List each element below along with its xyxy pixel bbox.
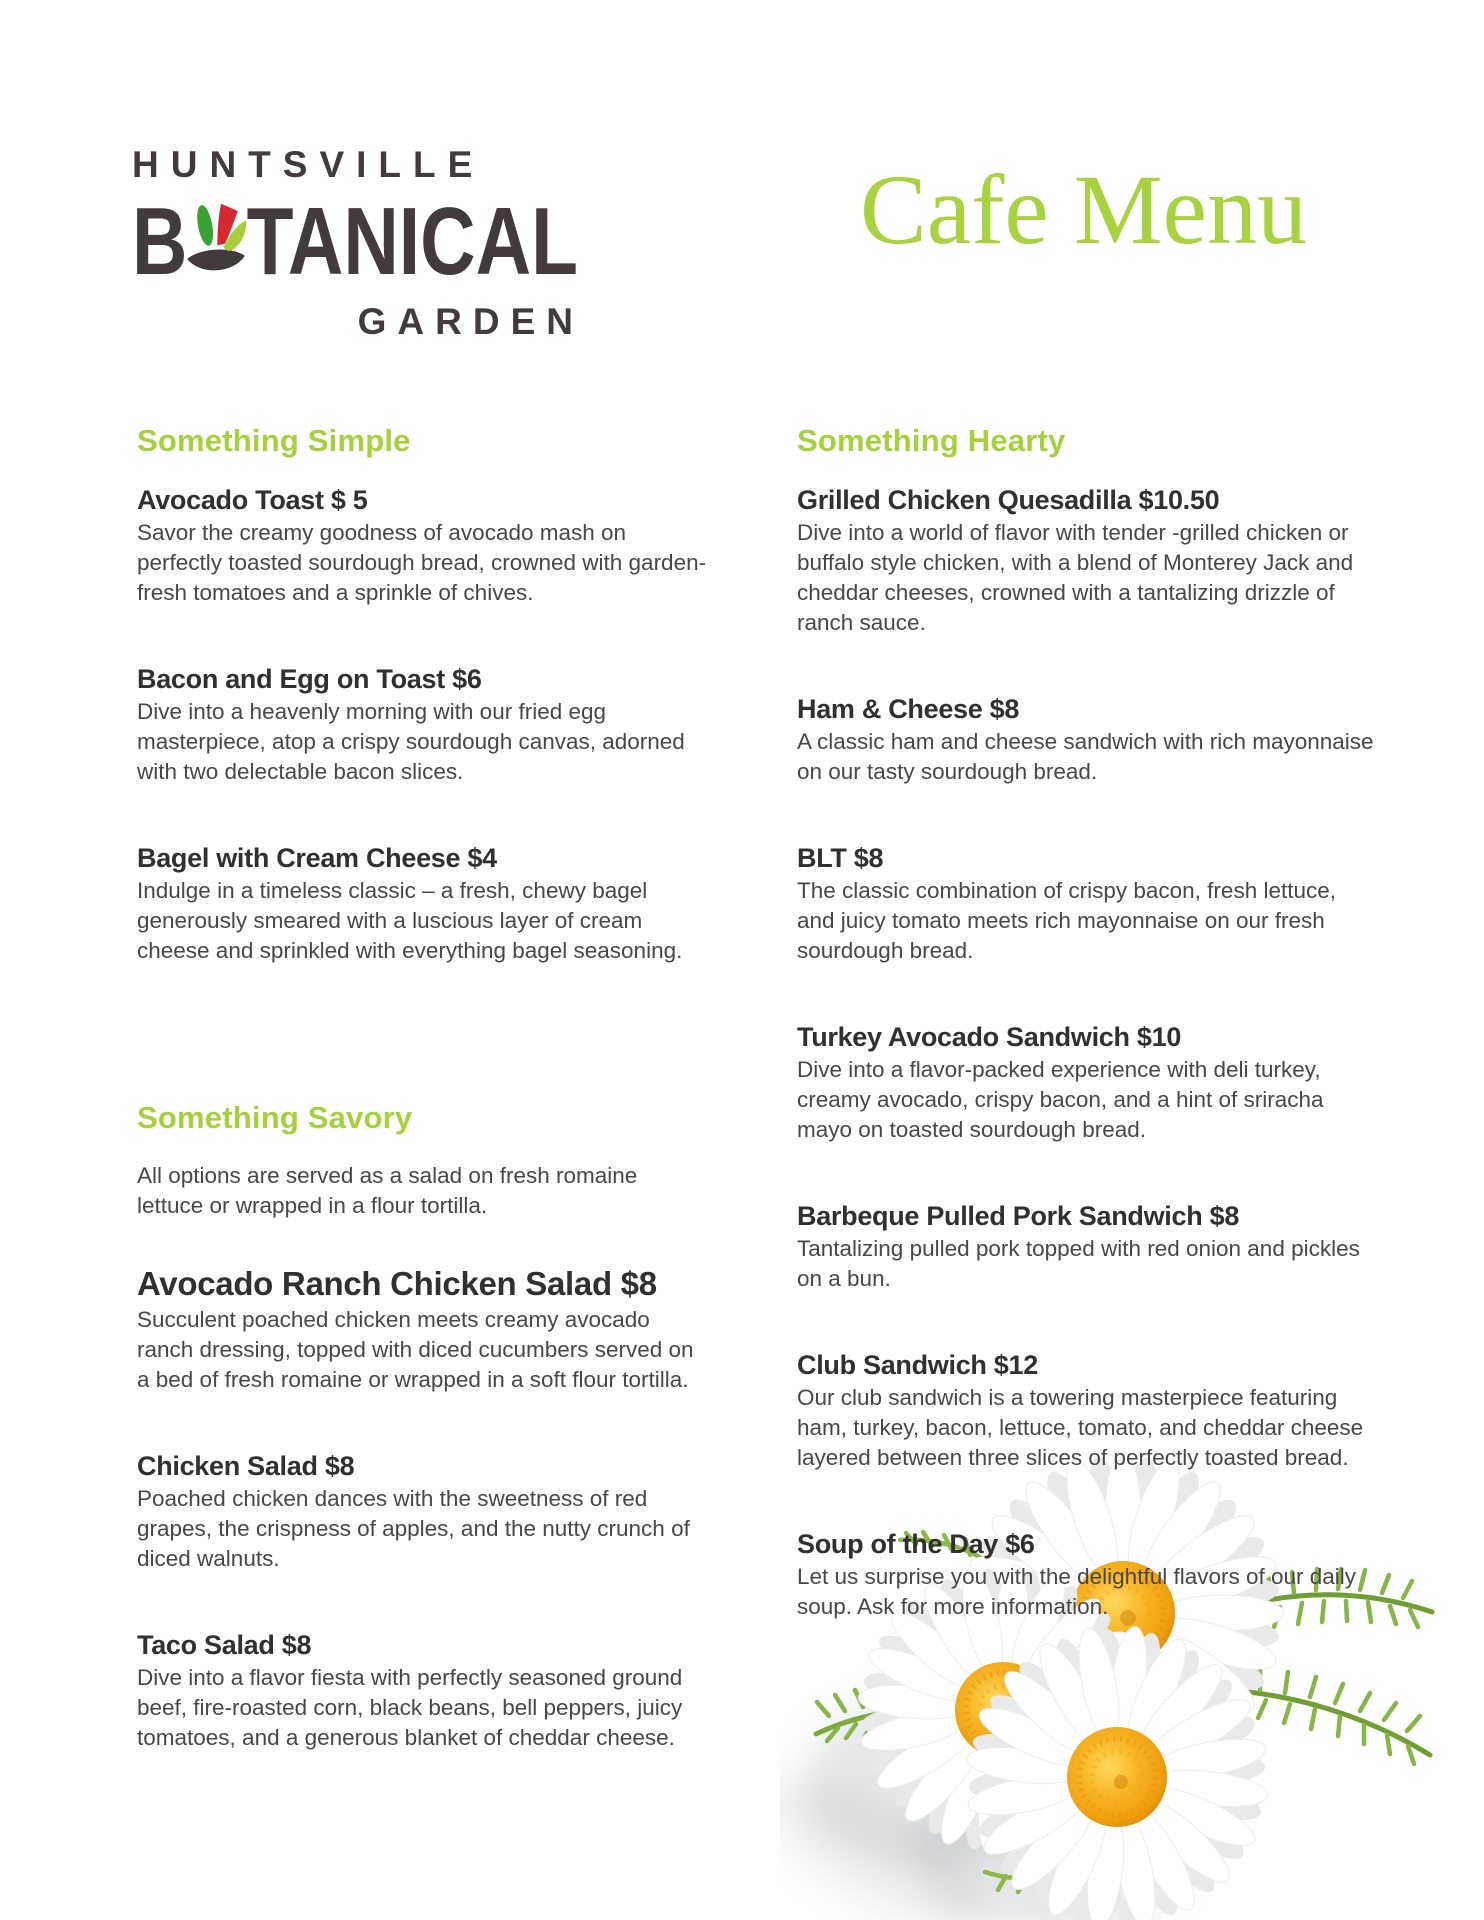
logo-flower-icon: [184, 197, 248, 281]
item-name: Grilled Chicken Quesadilla $10.50: [797, 484, 1220, 515]
logo-huntsville-text: HUNTSVILLE: [132, 144, 485, 185]
menu-item-club-sandwich: [797, 1350, 1379, 1473]
menu-item-barbeque-pulled-pork-sandwich: [797, 1201, 1379, 1294]
menu-section-something-hearty: [797, 423, 1379, 1622]
item-name: Bacon and Egg on Toast $6: [137, 663, 482, 694]
menu-column-right: [797, 423, 1379, 1622]
section-intro: All options are served as a salad on fresh romaine lettuce or wrapped in a flour tortilla.: [137, 1163, 638, 1219]
item-name: Club Sandwich $12: [797, 1349, 1038, 1380]
item-name: BLT $8: [797, 842, 884, 873]
item-name: Soup of the Day $6: [797, 1528, 1035, 1559]
item-name: Avocado Ranch Chicken Salad $8: [137, 1265, 657, 1303]
item-name: Bagel with Cream Cheese $4: [137, 842, 497, 873]
section-heading: Something Simple: [137, 423, 411, 458]
menu-item-chicken-salad: [137, 1451, 709, 1574]
menu-item-bagel-cream-cheese: [137, 843, 709, 966]
item-description: Dive into a flavor-packed experience with deli turkey, creamy avocado, crispy bacon, and a hint of sriracha mayo on toasted sourdough bread.: [797, 1056, 1324, 1142]
menu-section-something-simple: [137, 423, 709, 966]
menu-item-taco-salad: [137, 1630, 709, 1753]
item-description: Dive into a heavenly morning with our fried egg masterpiece, atop a crispy sourdough canvas, adorned with two delectable bacon slices.: [137, 698, 685, 784]
menu-item-turkey-avocado-sandwich: [797, 1022, 1379, 1145]
logo-botanical-text: [132, 187, 578, 295]
section-heading: Something Hearty: [797, 423, 1066, 458]
menu-item-grilled-chicken-quesadilla: [797, 485, 1379, 638]
item-name: Chicken Salad $8: [137, 1451, 355, 1482]
menu-item-soup-of-the-day: [797, 1529, 1379, 1622]
huntsville-botanical-garden-logo: [132, 146, 584, 340]
item-description: Poached chicken dances with the sweetness of red grapes, the crispness of apples, and the nutty crunch of diced walnuts.: [137, 1486, 690, 1572]
item-description: Dive into a world of flavor with tender -grilled chicken or buffalo style chicken, with a blend of Monterey Jack and cheddar cheeses, crowned with a tantalizing drizzle of ranch sauce.: [797, 519, 1354, 635]
logo-garden-text: GARDEN: [357, 301, 584, 342]
menu-item-avocado-ranch-chicken-salad: [137, 1265, 709, 1395]
menu-item-avocado-toast: [137, 485, 709, 608]
menu-item-blt: [797, 843, 1379, 966]
item-description: Dive into a flavor fiesta with perfectly seasoned ground beef, fire-roasted corn, black beans, bell peppers, juicy tomatoes, and a generous blanket of cheddar cheese.: [137, 1665, 683, 1751]
item-name: Ham & Cheese $8: [797, 693, 1020, 724]
page-title: Cafe Menu: [860, 154, 1308, 265]
menu-item-ham-and-cheese: [797, 694, 1379, 787]
logo-botanical-prefix: B: [132, 187, 188, 295]
item-name: Taco Salad $8: [137, 1630, 312, 1661]
item-name: Avocado Toast $ 5: [137, 484, 368, 515]
logo-botanical-suffix: TANICAL: [246, 187, 578, 295]
menu-section-something-savory: [137, 1100, 709, 1754]
menu-item-bacon-egg-toast: [137, 664, 709, 787]
item-description: Our club sandwich is a towering masterpiece featuring ham, turkey, bacon, lettuce, tomato, and cheddar cheese layered between three slices of perfectly toasted bread.: [797, 1384, 1364, 1470]
item-description: Let us surprise you with the delightful flavors of our daily soup. Ask for more information.: [797, 1563, 1357, 1619]
item-description: Tantalizing pulled pork topped with red onion and pickles on a bun.: [797, 1235, 1360, 1291]
menu-column-left: [137, 423, 709, 1753]
item-description: Succulent poached chicken meets creamy avocado ranch dressing, topped with diced cucumbers served on a bed of fresh romaine or wrapped in a soft flour tortilla.: [137, 1307, 694, 1393]
item-name: Barbeque Pulled Pork Sandwich $8: [797, 1200, 1240, 1231]
item-description: The classic combination of crispy bacon, fresh lettuce, and juicy tomato meets rich mayonnaise on our fresh sourdough bread.: [797, 877, 1337, 963]
item-name: Turkey Avocado Sandwich $10: [797, 1021, 1182, 1052]
item-description: Indulge in a timeless classic – a fresh, chewy bagel generously smeared with a luscious layer of cream cheese and sprinkled with everything bagel seasoning.: [137, 877, 683, 963]
section-heading: Something Savory: [137, 1099, 413, 1135]
item-description: A classic ham and cheese sandwich with rich mayonnaise on our tasty sourdough bread.: [797, 728, 1374, 784]
item-description: Savor the creamy goodness of avocado mash on perfectly toasted sourdough bread, crowned with garden-fresh tomatoes and a sprinkle of chives.: [137, 519, 707, 605]
